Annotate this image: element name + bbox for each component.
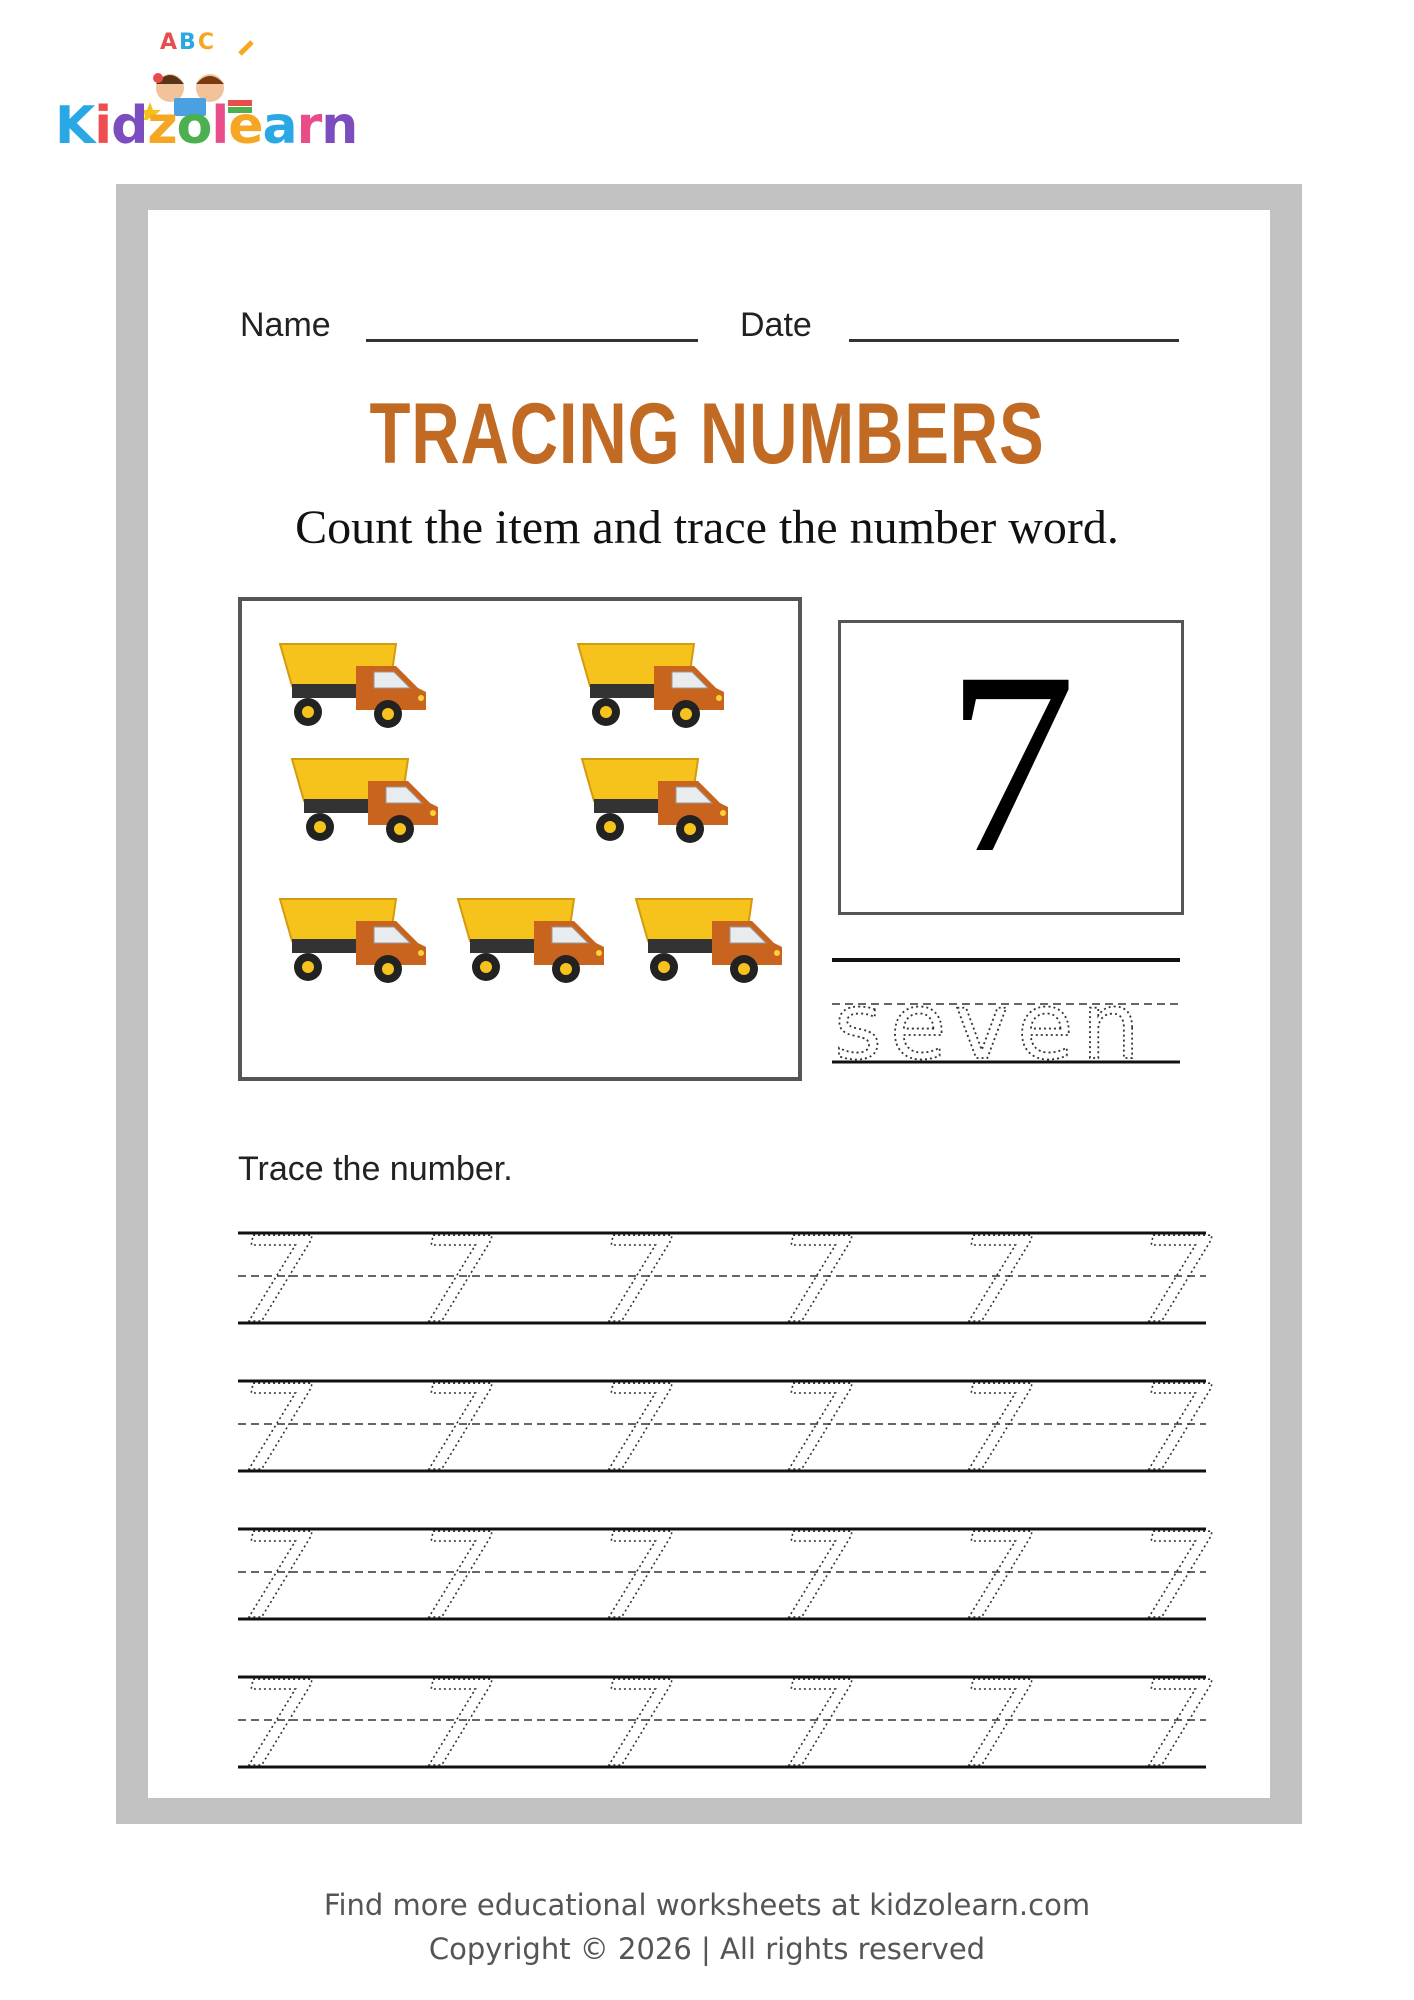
- trace-digit[interactable]: 7: [958, 1359, 1034, 1497]
- trace-digit[interactable]: 7: [238, 1228, 314, 1349]
- dump-truck-icon: [278, 636, 428, 736]
- trace-digit[interactable]: 7: [958, 1507, 1034, 1645]
- trace-digit[interactable]: 7: [778, 1359, 854, 1497]
- name-line[interactable]: [366, 339, 698, 342]
- trace-digit[interactable]: 7: [778, 1655, 854, 1788]
- trace-digit[interactable]: 7: [418, 1507, 494, 1645]
- number-word-trace[interactable]: [830, 950, 1190, 1070]
- dump-truck-icon: [634, 891, 784, 991]
- footer-copyright: Copyright © 2026 | All rights reserved: [428, 1932, 986, 1966]
- logo-abc-text: ABC: [160, 30, 216, 55]
- dump-truck-icon: [576, 636, 726, 736]
- trace-rows[interactable]: [236, 1228, 1216, 1788]
- date-line[interactable]: [849, 339, 1179, 342]
- trace-digit[interactable]: 7: [418, 1655, 494, 1788]
- trace-digit[interactable]: 7: [418, 1228, 494, 1349]
- trace-digit[interactable]: 7: [238, 1507, 314, 1645]
- trace-instruction: Trace the number.: [238, 1150, 513, 1188]
- trace-digit[interactable]: 7: [238, 1655, 314, 1788]
- trace-digit[interactable]: 7: [778, 1507, 854, 1645]
- dump-truck-icon: [456, 891, 606, 991]
- trace-digit[interactable]: 7: [598, 1507, 674, 1645]
- dump-truck-icon: [580, 751, 730, 851]
- instruction-text: Count the item and trace the number word.: [295, 501, 1119, 554]
- date-label: Date: [740, 306, 812, 344]
- footer-line-1: Find more educational worksheets at kidzolearn.com: [323, 1888, 1091, 1922]
- name-label: Name: [240, 306, 331, 344]
- trace-digit[interactable]: 7: [598, 1359, 674, 1497]
- dump-truck-icon: [290, 751, 440, 851]
- trace-digit[interactable]: 7: [958, 1228, 1034, 1349]
- trace-digit[interactable]: 7: [1138, 1655, 1214, 1788]
- dump-truck-icon: [278, 891, 428, 991]
- trace-digit[interactable]: 7: [1138, 1507, 1214, 1645]
- trace-digit[interactable]: 7: [778, 1228, 854, 1349]
- worksheet-title: TRACING NUMBERS: [369, 386, 1045, 482]
- kidzolearn-logo: [55, 30, 358, 160]
- number-word: seven: [834, 973, 1148, 1070]
- trace-digit[interactable]: 7: [958, 1655, 1034, 1788]
- trace-digit[interactable]: 7: [1138, 1228, 1214, 1349]
- logo-brand-name: Kidzolearn: [55, 96, 358, 156]
- trace-digit[interactable]: 7: [598, 1228, 674, 1349]
- trace-digit[interactable]: 7: [418, 1359, 494, 1497]
- count-items-box: [238, 597, 802, 1081]
- number-box: [838, 620, 1184, 915]
- trace-digit[interactable]: 7: [1138, 1359, 1214, 1497]
- big-number: 7: [946, 619, 1076, 907]
- trace-digit[interactable]: 7: [238, 1359, 314, 1497]
- trace-digit[interactable]: 7: [598, 1655, 674, 1788]
